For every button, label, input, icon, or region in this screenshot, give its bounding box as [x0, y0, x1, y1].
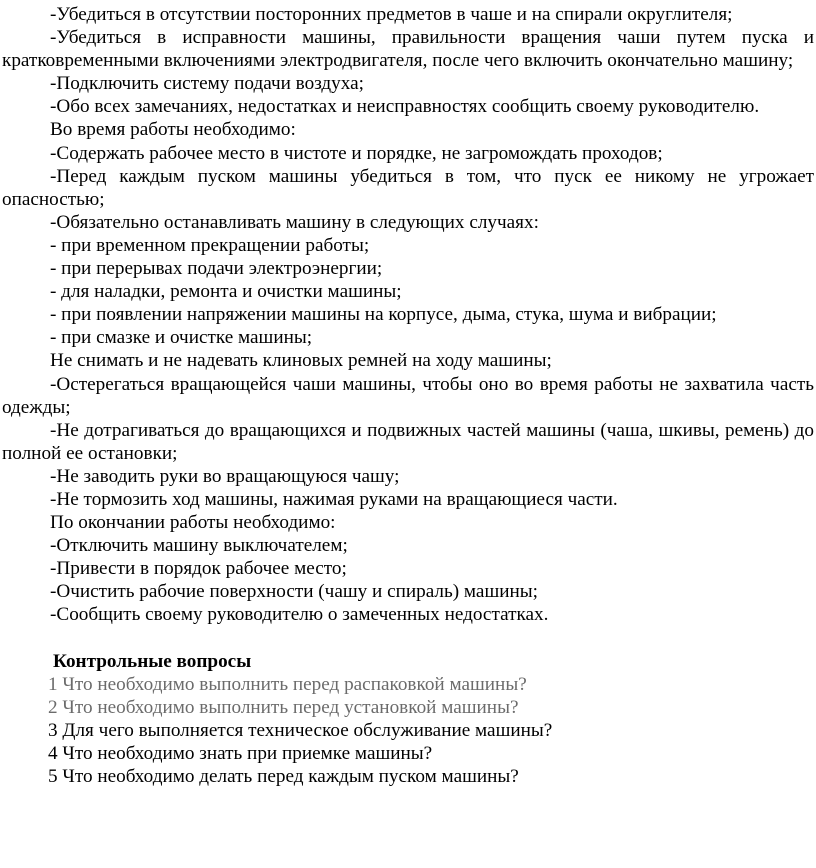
question-item: 5 Что необходимо делать перед каждым пуском машины?	[48, 766, 519, 788]
paragraph: -Подключить систему подачи воздуха;	[50, 73, 364, 95]
question-item: 1 Что необходимо выполнить перед распаковкой машины?	[48, 673, 527, 695]
paragraph: -Убедиться в отсутствии посторонних предметов в чаше и на спирали округлителя;	[50, 4, 733, 25]
list-item: - для наладки, ремонта и очистки машины;	[50, 281, 402, 303]
spacer	[2, 627, 814, 650]
paragraph: -Очистить рабочие поверхности (чашу и спираль) машины;	[50, 581, 538, 603]
paragraph: -Убедиться в исправности машины, правильности вращения чаши путем пуска и кратковременными включениями электродвигателя, после чего включить окончательно машину;	[2, 27, 814, 72]
list-item: - при появлении напряжении машины на корпусе, дыма, стука, шума и вибрации;	[50, 304, 717, 326]
questions-heading: Контрольные вопросы	[53, 650, 252, 672]
section-lead: Во время работы необходимо:	[50, 119, 296, 141]
paragraph: Не снимать и не надевать клиновых ремней на ходу машины;	[50, 350, 552, 372]
paragraph: -Остерегаться вращающейся чаши машины, чтобы оно во время работы не захватила часть одежды;	[2, 373, 814, 418]
list-item: - при временном прекращении работы;	[50, 234, 370, 256]
list-item: - при смазке и очистке машины;	[50, 327, 313, 349]
paragraph: -Привести в порядок рабочее место;	[50, 558, 347, 580]
paragraph: -Не тормозить ход машины, нажимая руками на вращающиеся части.	[50, 488, 618, 510]
paragraph: -Содержать рабочее место в чистоте и порядке, не загромождать проходов;	[50, 142, 663, 164]
paragraph: -Не дотрагиваться до вращающихся и подвижных частей машины (чаша, шкивы, ремень) до полной ее остановки;	[2, 419, 814, 464]
paragraph: -Перед каждым пуском машины убедиться в том, что пуск ее никому не угрожает опасностью;	[2, 165, 814, 210]
section-lead: По окончании работы необходимо:	[50, 512, 336, 534]
paragraph: -Обо всех замечаниях, недостатках и неисправностях сообщить своему руководителю.	[50, 96, 760, 118]
list-item: - при перерывах подачи электроэнергии;	[50, 258, 383, 280]
question-item: 4 Что необходимо знать при приемке машины?	[48, 743, 433, 764]
question-item: 3 Для чего выполняется техническое обслуживание машины?	[48, 719, 553, 741]
question-item: 2 Что необходимо выполнить перед установкой машины?	[48, 696, 519, 718]
paragraph: -Сообщить своему руководителю о замеченных недостатках.	[50, 604, 549, 626]
paragraph: -Не заводить руки во вращающуюся чашу;	[50, 465, 400, 487]
paragraph: -Обязательно останавливать машину в следующих случаях:	[50, 211, 539, 233]
paragraph: -Отключить машину выключателем;	[50, 535, 348, 557]
